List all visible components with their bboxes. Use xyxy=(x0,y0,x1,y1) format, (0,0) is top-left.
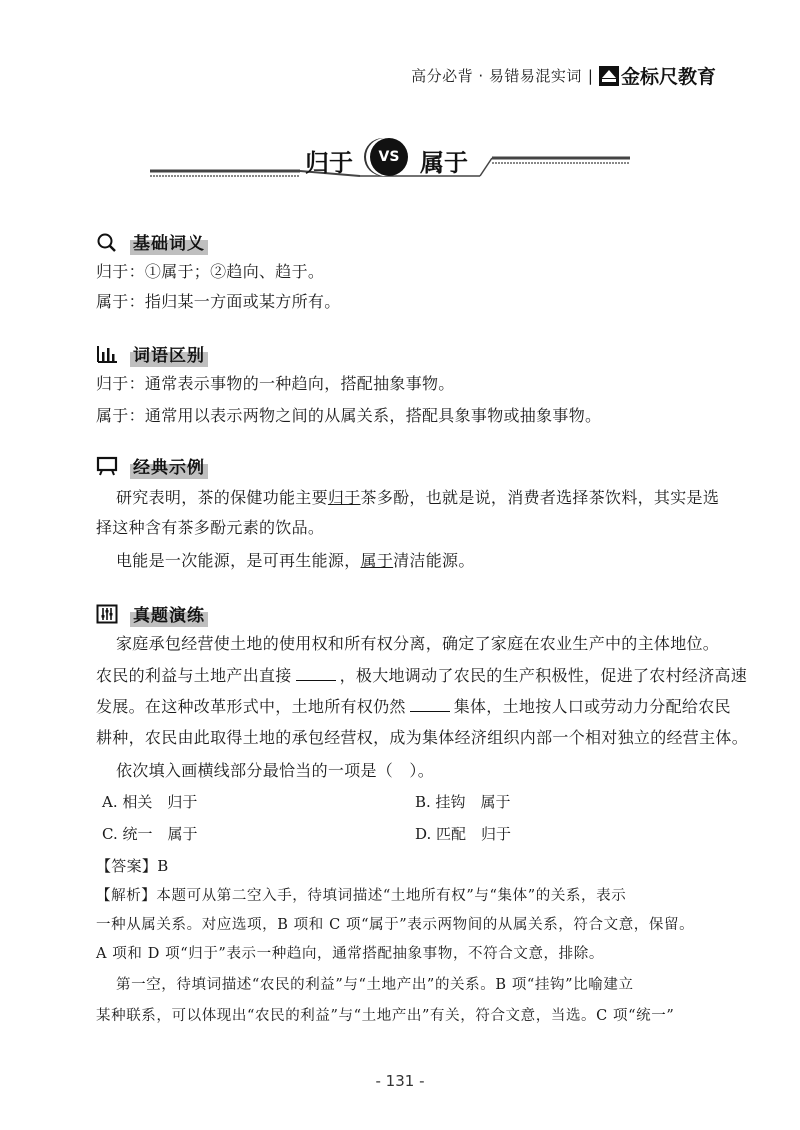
header-separator: | xyxy=(587,66,593,85)
example-1-text: 研究表明，茶的保健功能主要 xyxy=(116,488,328,507)
option-c: C. 统一 属于 xyxy=(102,825,198,843)
analysis-line-3: A 项和 D 项“归于”表示一种趋向，通常搭配抽象事物，不符合文意，排除。 xyxy=(96,946,604,962)
section-examples-label: 经典示例 xyxy=(130,452,208,479)
practice-para-line-3 xyxy=(96,697,731,717)
example-2-keyword: 属于 xyxy=(360,551,394,570)
analysis-line-1: 【解析】本题可从第二空入手，待填词描述“土地所有权”与“集体”的关系，表示 xyxy=(96,888,627,904)
practice-question: 依次填入画横线部分最恰当的一项是（ ）。 xyxy=(116,761,435,780)
section-examples-header xyxy=(96,452,208,479)
practice-text: 集体，土地按人口或劳动力分配给农民 xyxy=(453,697,731,716)
mountain-logo-icon xyxy=(599,66,619,86)
basic-line-1: 归于：①属于；②趋向、趋于。 xyxy=(96,262,325,281)
board-icon xyxy=(96,456,118,476)
analysis-line-5: 某种联系，可以体现出“农民的利益”与“土地产出”有关，符合文意，当选。C 项“统一” xyxy=(96,1008,675,1024)
example-1-line-2: 择这种含有茶多酚元素的饮品。 xyxy=(96,518,325,537)
distinction-line-1: 归于：通常表示事物的一种趋向，搭配抽象事物。 xyxy=(96,374,455,393)
answer: 【答案】B xyxy=(96,857,169,875)
section-practice-header xyxy=(96,600,208,627)
basic-line-2: 属于：指归某一方面或某方所有。 xyxy=(96,292,341,311)
section-distinction-label: 词语区别 xyxy=(130,340,208,367)
equalizer-icon xyxy=(96,604,118,624)
fill-blank-2 xyxy=(410,697,450,712)
page-number: - 131 - xyxy=(375,1072,425,1090)
page-header xyxy=(411,62,716,89)
magnifier-icon xyxy=(96,232,118,252)
analysis-line-4: 第一空，待填词描述“农民的利益”与“土地产出”的关系。B 项“挂钩”比喻建立 xyxy=(116,977,634,993)
example-1-keyword: 归于 xyxy=(327,488,361,507)
distinction-line-2: 属于：通常用以表示两物之间的从属关系，搭配具象事物或抽象事物。 xyxy=(96,406,602,425)
analysis-line-2: 一种从属关系。对应选项，B 项和 C 项“属于”表示两物间的从属关系，符合文意，保留。 xyxy=(96,917,695,933)
title-left-word: 归于 xyxy=(305,148,353,177)
example-1-text-tail: 茶多酚，也就是说，消费者选择茶饮料，其实是选 xyxy=(360,488,720,507)
practice-para-line-2 xyxy=(96,666,747,686)
practice-text: 农民的利益与土地产出直接 xyxy=(96,666,292,685)
section-basic-label: 基础词义 xyxy=(130,228,208,255)
section-basic-header xyxy=(96,228,208,255)
example-1-line-1 xyxy=(116,488,719,508)
fill-blank-1 xyxy=(296,666,336,681)
title-banner xyxy=(150,138,650,188)
practice-para-line-4: 耕种，农民由此取得土地的承包经营权，成为集体经济组织内部一个相对独立的经营主体。 xyxy=(96,728,749,747)
header-text: 高分必背 · 易错易混实词 xyxy=(411,67,582,85)
bar-chart-icon xyxy=(96,344,118,364)
option-b: B. 挂钩 属于 xyxy=(415,793,511,811)
example-2-line xyxy=(116,551,475,571)
vs-badge: VS xyxy=(370,138,408,176)
option-d: D. 匹配 归于 xyxy=(415,825,512,843)
section-distinction-header xyxy=(96,340,208,367)
logo-text: 金标尺教育 xyxy=(620,66,716,88)
example-2-text: 电能是一次能源，是可再生能源， xyxy=(116,551,361,570)
option-a: A. 相关 归于 xyxy=(102,793,198,811)
practice-text: ，极大地调动了农民的生产积极性，促进了农村经济高速 xyxy=(339,666,748,685)
example-2-text-tail: 清洁能源。 xyxy=(393,551,475,570)
title-right-word: 属于 xyxy=(420,148,468,177)
practice-para-line-1: 家庭承包经营使土地的使用权和所有权分离，确定了家庭在农业生产中的主体地位。 xyxy=(116,634,720,653)
brand-logo xyxy=(599,62,716,89)
practice-text: 发展。在这种改革形式中，土地所有权仍然 xyxy=(96,697,406,716)
section-practice-label: 真题演练 xyxy=(130,600,208,627)
